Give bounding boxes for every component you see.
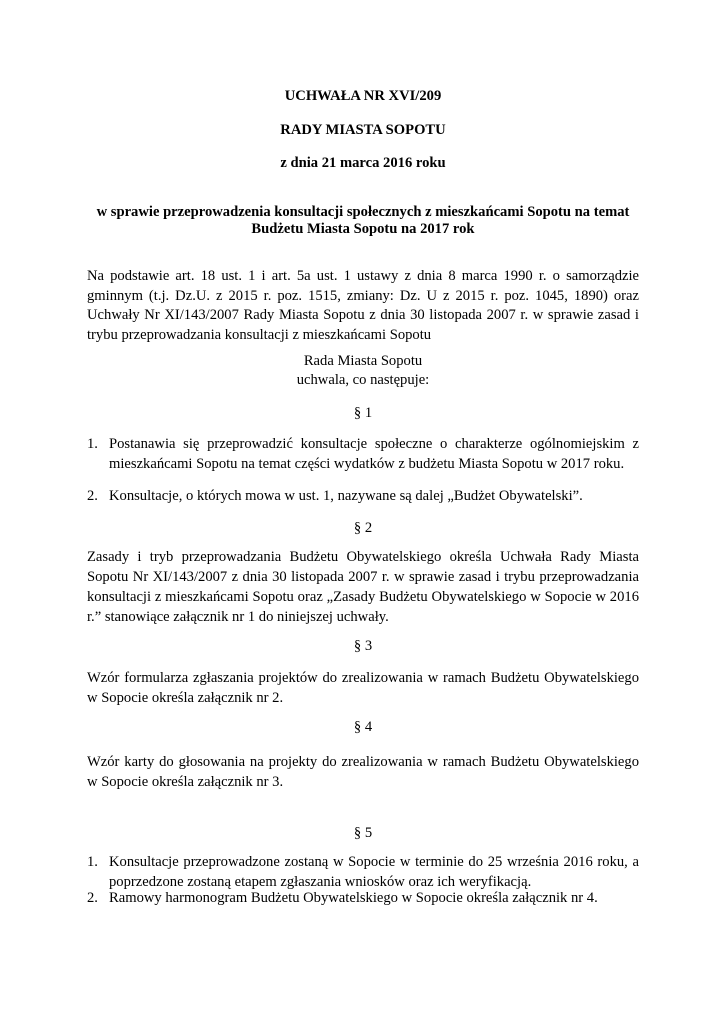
section-mark-1: § 1 bbox=[353, 405, 373, 421]
list-item bbox=[87, 486, 639, 506]
list-item-number: 1. bbox=[87, 436, 98, 452]
preamble-line-3: Uchwały Nr XI/143/2007 Rady Miasta Sopotu z dnia 30 listopada 2007 r. w sprawie zasad i bbox=[87, 307, 639, 323]
section-mark-5: § 5 bbox=[353, 825, 373, 841]
list-item-number: 2. bbox=[87, 488, 98, 504]
list-item-text: Konsultacje, o których mowa w ust. 1, nazywane są dalej „Budżet Obywatelski”. bbox=[109, 488, 583, 504]
resolution-issuer: RADY MIASTA SOPOTU bbox=[280, 122, 446, 138]
council-name: Rada Miasta Sopotu bbox=[303, 353, 423, 369]
preamble-line-1: Na podstawie art. 18 ust. 1 i art. 5a ust. 1 ustawy z dnia 8 marca 1990 r. o samorządzie bbox=[87, 268, 639, 284]
section-2-text: Zasady i tryb przeprowadzania Budżetu Obywatelskiego określa Uchwała Rady Miasta Sopotu Nr XI/143/2007 z dnia 30 listopada 2007 r. w sprawie zasad i trybu przeprowadzania konsultacji z mieszkańcami Sopotu oraz „Zasady Budżetu Obywatelskiego w Sopocie w 2016 r.” stanowiące załącznik nr 1 do niniejszej uchwały. bbox=[87, 549, 639, 625]
resolves-clause: uchwala, co następuje: bbox=[296, 372, 430, 388]
list-item-text: Konsultacje przeprowadzone zostaną w Sopocie w terminie do 25 września 2016 roku, a poprzedzone zostaną etapem zgłaszania wniosków oraz ich weryfikacją. bbox=[109, 854, 639, 890]
section-mark-2: § 2 bbox=[353, 520, 373, 536]
list-item-number: 2. bbox=[87, 890, 98, 906]
list-item-number: 1. bbox=[87, 854, 98, 870]
resolution-subject-line-1: w sprawie przeprowadzenia konsultacji społecznych z mieszkańcami Sopotu na temat bbox=[96, 204, 630, 220]
section-mark-4: § 4 bbox=[353, 719, 373, 735]
list-item bbox=[87, 888, 639, 908]
resolution-subject-line-2: Budżetu Miasta Sopotu na 2017 rok bbox=[251, 221, 475, 237]
preamble-line-4: trybu przeprowadzania konsultacji z mieszkańcami Sopotu bbox=[87, 327, 432, 343]
section-4-text: Wzór karty do głosowania na projekty do zrealizowania w ramach Budżetu Obywatelskiego w Sopocie określa załącznik nr 3. bbox=[87, 754, 639, 790]
resolution-title: UCHWAŁA NR XVI/209 bbox=[284, 88, 442, 104]
section-3-text: Wzór formularza zgłaszania projektów do zrealizowania w ramach Budżetu Obywatelskiego w Sopocie określa załącznik nr 2. bbox=[87, 670, 639, 706]
list-item-text: Postanawia się przeprowadzić konsultacje społeczne o charakterze ogólnomiejskim z mieszkańcami Sopotu na temat części wydatków z budżetu Miasta Sopotu w 2017 roku. bbox=[109, 436, 639, 472]
preamble-line-2: gminnym (t.j. Dz.U. z 2015 r. poz. 1515, zmiany: Dz. U z 2015 r. poz. 1045, 1890) oraz bbox=[87, 288, 639, 304]
list-item-text: Ramowy harmonogram Budżetu Obywatelskiego w Sopocie określa załącznik nr 4. bbox=[109, 890, 598, 906]
list-item bbox=[87, 852, 639, 892]
section-mark-3: § 3 bbox=[353, 638, 373, 654]
resolution-date: z dnia 21 marca 2016 roku bbox=[280, 155, 446, 171]
list-item bbox=[87, 434, 639, 474]
